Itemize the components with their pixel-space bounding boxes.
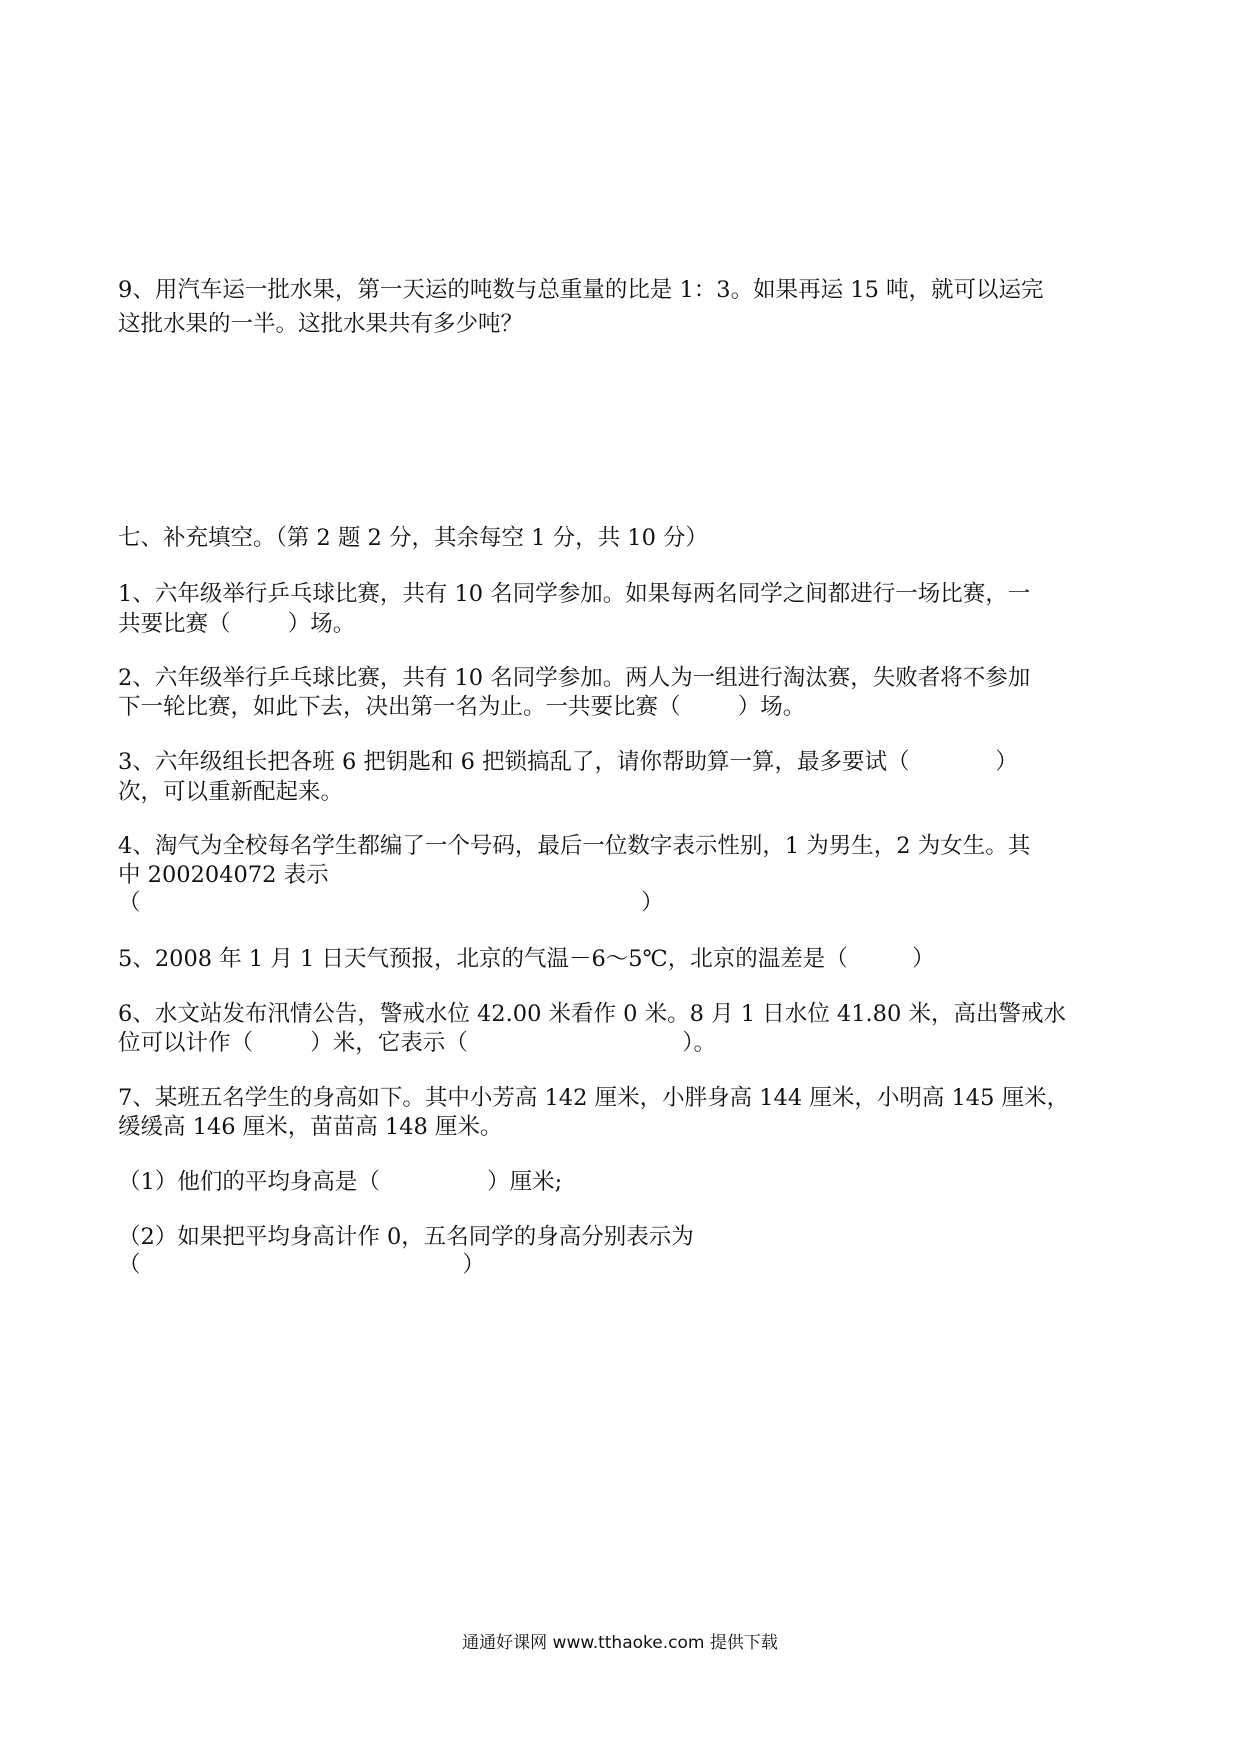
q9-line-2: 这批水果的一半。这批水果共有多少吨？ [118,311,524,337]
section-7-title: 七、补充填空。（第 2 题 2 分，其余每空 1 分，共 10 分） [118,525,709,551]
item-1-line-1: 1、六年级举行乒乓球比赛，共有 10 名同学参加。如果每两名同学之间都进行一场比赛，一 [118,581,1031,607]
item-6-line-1: 6、水文站发布汛情公告，警戒水位 42.00 米看作 0 米。8 月 1 日水位 41.80 米，高出警戒水 [118,1001,1066,1027]
item-5-line-1: 5、2008 年 1 月 1 日天气预报，北京的气温－6～5℃，北京的温差是（ ） [118,946,935,972]
item-3-line-2: 次，可以重新配起来。 [118,779,344,805]
item-2-line-1: 2、六年级举行乒乓球比赛，共有 10 名同学参加。两人为一组进行淘汰赛，失败者将不参加 [118,665,1031,691]
item-1-line-2: 共要比赛（ ）场。 [118,611,356,637]
item-7-line-2: 缓缓高 146 厘米，苗苗高 148 厘米。 [118,1114,503,1140]
item-7-line-1: 7、某班五名学生的身高如下。其中小芳高 142 厘米，小胖身高 144 厘米，小明高 145 厘米， [118,1085,1070,1111]
item-4-line-2: 中 200204072 表示 [118,862,329,888]
q9-line-1: 9、用汽车运一批水果，第一天运的吨数与总重量的比是 1：3。如果再运 15 吨，就可以运完 [118,277,1044,303]
item-7-sub-2-line-1: （2）如果把平均身高计作 0，五名同学的身高分别表示为 [118,1224,694,1250]
item-7-sub-2-line-2: （ ） [118,1252,485,1278]
item-2-line-2: 下一轮比赛，如此下去，决出第一名为止。一共要比赛（ ）场。 [118,694,806,720]
item-7-sub-1: （1）他们的平均身高是（ ）厘米; [118,1169,563,1195]
item-4-line-1: 4、淘气为全校每名学生都编了一个号码，最后一位数字表示性别，1 为男生，2 为女生。其 [118,833,1031,859]
item-6-line-2: 位可以计作（ ）米，它表示（ ）。 [118,1030,717,1056]
item-3-line-1: 3、六年级组长把各班 6 把钥匙和 6 把锁搞乱了，请你帮助算一算，最多要试（ ） [118,749,1018,775]
item-4-answer-blank: （ ） [118,890,664,916]
page-footer: 通通好课网 www.tthaoke.com 提供下载 [462,1633,778,1653]
